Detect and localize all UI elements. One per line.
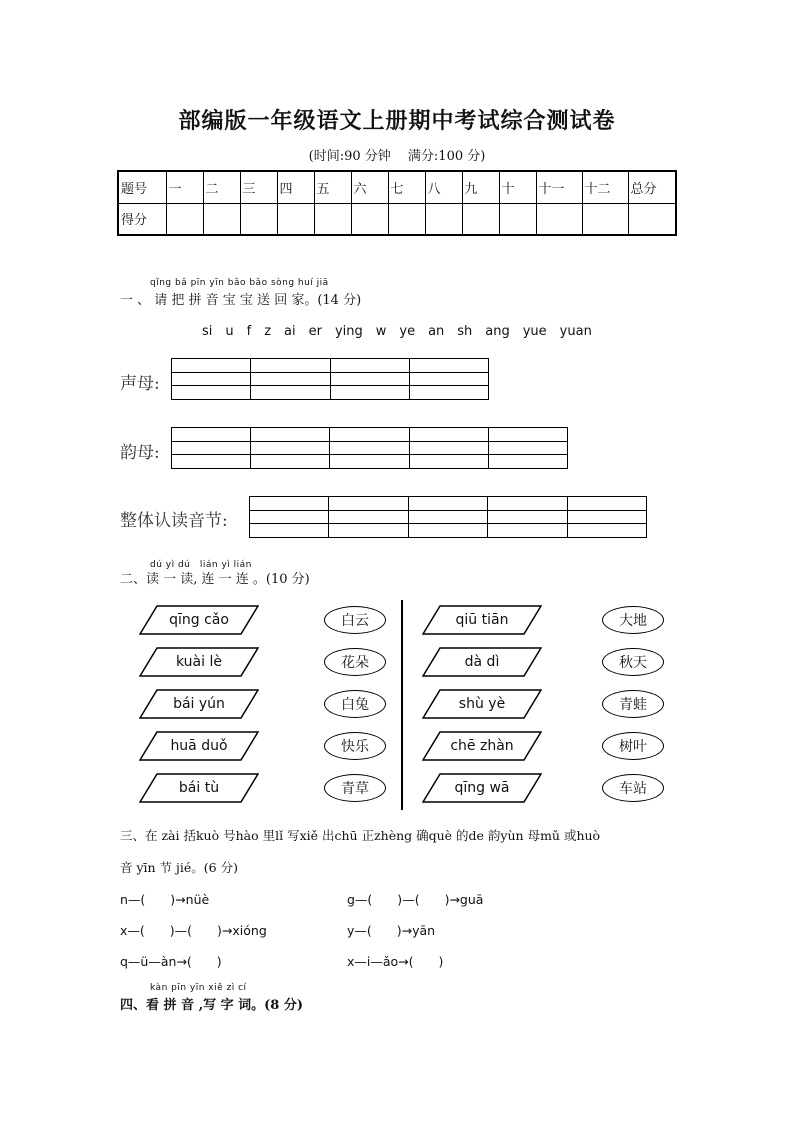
pinyin-card-text: bái yún	[173, 696, 225, 712]
spelling-item[interactable]: x—( )—( )→xióng	[120, 923, 267, 938]
shengmu-grid[interactable]	[171, 358, 489, 400]
section4-heading: 四、看 拼 音 ,写 字 词。(8 分)	[120, 998, 304, 1013]
score-blank-cell[interactable]	[166, 203, 203, 235]
section2-heading: 二、读 一 读, 连 一 连 。(10 分)	[120, 572, 310, 587]
score-header-cell: 一	[166, 171, 203, 203]
zhengti-grid[interactable]	[249, 496, 647, 538]
score-header-cell: 六	[351, 171, 388, 203]
score-blank-cell[interactable]	[240, 203, 277, 235]
pinyin-card-text: huā duǒ	[170, 738, 228, 754]
score-header-cell: 总分	[628, 171, 676, 203]
spelling-item[interactable]: n—( )→nüè	[120, 892, 210, 907]
score-blank-cell[interactable]	[628, 203, 676, 235]
score-header-cell: 十二	[582, 171, 628, 203]
score-blank-cell[interactable]	[203, 203, 240, 235]
word-oval[interactable]: 大地	[602, 606, 664, 634]
pinyin-card[interactable]	[422, 647, 542, 677]
word-oval[interactable]: 白兔	[324, 690, 386, 718]
word-oval[interactable]: 车站	[602, 774, 664, 802]
pinyin-card[interactable]	[422, 773, 542, 803]
pinyin-card-text: qīng cǎo	[169, 612, 229, 628]
pinyin-card-text: chē zhàn	[450, 738, 514, 754]
match-divider	[401, 600, 403, 810]
pinyin-card[interactable]	[139, 689, 259, 719]
pinyin-card-text: bái tù	[178, 780, 220, 796]
word-oval[interactable]: 花朵	[324, 648, 386, 676]
pinyin-card[interactable]	[422, 731, 542, 761]
score-header-cell: 五	[314, 171, 351, 203]
score-header-cell: 三	[240, 171, 277, 203]
zhengti-label: 整体认读音节:	[120, 511, 228, 531]
spelling-item[interactable]: q—ü—àn→( )	[120, 954, 222, 969]
score-header-cell: 八	[425, 171, 462, 203]
yunmu-grid[interactable]	[171, 427, 568, 469]
pinyin-card-text: kuài lè	[176, 654, 222, 670]
score-header-row	[118, 171, 676, 203]
word-oval[interactable]: 白云	[324, 606, 386, 634]
spelling-item[interactable]: y—( )→yān	[347, 923, 436, 938]
score-blank-cell[interactable]	[462, 203, 499, 235]
score-blank-cell[interactable]	[536, 203, 582, 235]
section3-heading-cont: 音 yīn 节 jié。(6 分)	[120, 860, 238, 875]
score-header-cell: 十	[499, 171, 536, 203]
spelling-item[interactable]: x—i—ǎo→( )	[347, 954, 444, 969]
pinyin-card-text: qiū tiān	[455, 612, 509, 628]
score-table	[117, 170, 677, 236]
pinyin-card[interactable]	[139, 731, 259, 761]
word-oval[interactable]: 快乐	[324, 732, 386, 760]
score-blank-cell[interactable]	[351, 203, 388, 235]
pinyin-card[interactable]	[422, 689, 542, 719]
score-blank-cell[interactable]	[425, 203, 462, 235]
score-blank-cell[interactable]	[582, 203, 628, 235]
pinyin-card-text: shù yè	[458, 696, 506, 712]
shengmu-label: 声母:	[120, 374, 160, 394]
score-value-row	[118, 203, 676, 235]
word-oval[interactable]: 青蛙	[602, 690, 664, 718]
exam-info: (时间:90 分钟 满分:100 分)	[308, 149, 486, 164]
score-header-cell: 四	[277, 171, 314, 203]
score-blank-cell[interactable]	[499, 203, 536, 235]
pinyin-card[interactable]	[139, 647, 259, 677]
page-title: 部编版一年级语文上册期中考试综合测试卷	[178, 108, 616, 134]
yunmu-label: 韵母:	[120, 443, 160, 463]
pinyin-card-text: dà dì	[464, 654, 500, 670]
score-label-cell: 得分	[118, 203, 166, 235]
section4-pinyin: kàn pīn yīn xiě zì cí	[150, 983, 247, 993]
pinyin-card[interactable]	[422, 605, 542, 635]
pinyin-card-text: qīng wā	[454, 780, 510, 796]
section2-pinyin: dú yì dú lián yì lián	[150, 560, 252, 570]
section1-heading: 一 、 请 把 拼 音 宝 宝 送 回 家。(14 分)	[120, 293, 362, 308]
score-header-cell: 七	[388, 171, 425, 203]
score-blank-cell[interactable]	[277, 203, 314, 235]
score-header-cell: 题号	[118, 171, 166, 203]
word-oval[interactable]: 青草	[324, 774, 386, 802]
word-oval[interactable]: 秋天	[602, 648, 664, 676]
score-header-cell: 二	[203, 171, 240, 203]
section1-pinyin: qǐng bǎ pīn yīn bǎo bǎo sòng huí jiā	[150, 278, 329, 288]
score-header-cell: 九	[462, 171, 499, 203]
section1-pinyin-pool: si u f z ai er ying w ye an sh ang yue yuan	[202, 324, 592, 339]
pinyin-card[interactable]	[139, 773, 259, 803]
section3-heading: 三、在 zài 括kuò 号hào 里lǐ 写xiě 出chū 正zhèng 确què 的de 韵yùn 母mǔ 或huò	[120, 828, 601, 843]
score-blank-cell[interactable]	[314, 203, 351, 235]
spelling-item[interactable]: g—( )—( )→guā	[347, 892, 484, 907]
word-oval[interactable]: 树叶	[602, 732, 664, 760]
pinyin-card[interactable]	[139, 605, 259, 635]
score-header-cell: 十一	[536, 171, 582, 203]
score-blank-cell[interactable]	[388, 203, 425, 235]
